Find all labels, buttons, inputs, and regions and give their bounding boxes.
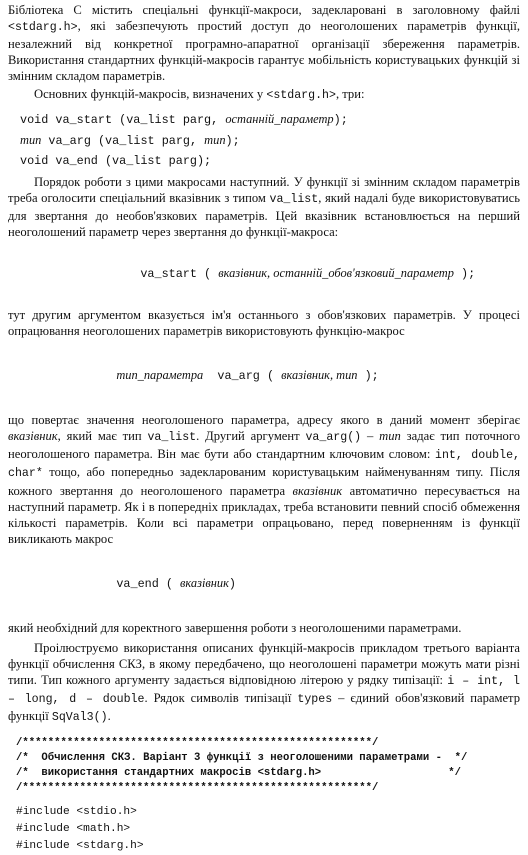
returns-text-4: – [361,429,380,444]
illustrate-type-codes: i – int, l – long, d – double [8,675,521,707]
macro-prototypes [8,109,520,171]
formula-va-arg-code: va_arg ( [203,369,282,384]
order-va-list: va_list [269,192,319,206]
second-arg-paragraph: тут другим аргументом вказується ім'я останнього з обов'язкових параметрів. У процесі опрацювання неоголошених параметрів використовують функцію-макрос [8,307,520,339]
prototype-va-start [8,109,520,130]
prototype-va-arg-code: va_arg (va_list parg, [41,133,205,148]
formula-va-arg-end: ); [357,369,379,384]
prototype-va-arg-type: тип [20,132,42,147]
intro-paragraph [8,0,520,84]
needed-paragraph: який необхідний для коректного завершення роботи з неоголошеними параметрами. [8,620,462,635]
order-text-1: Порядок роботи з цими макросами наступний. У функції зі змінним складом параметрів треба оголосити спеціальний вказівник з типом [8,174,520,205]
comment-line: /*******************************************************/ [16,782,379,795]
header-file: <stdarg.h> [8,21,78,35]
comment-line: /* використання стандартних макросів <stdarg.h> */ [16,767,462,780]
illustrate-text-2: . Рядок символів типізації [144,691,298,706]
illustrate-func: SqVal3() [51,711,108,725]
formula-va-start-code: va_start ( [140,266,219,281]
returns-pointer-2: вказівник [292,483,343,498]
formula-va-arg-args: вказівник, тип [281,368,358,383]
formula-va-end [8,547,520,620]
include-line: #include <stdio.h> [16,806,137,819]
main-macros-header: <stdarg.h> [266,89,336,103]
intro-rest: , які забезпечують простий доступ до неоголошених параметрів функції, незалежний від конкретної програмно-апаратної організації збереження параметрів. Використання стандартних функцій-макросів гарантує мобільність користувацьких функцій зі змінним складом параметрів. [8,19,520,84]
main-macros-suffix: , три: [335,87,365,102]
include-block [8,804,520,855]
prototype-va-end: void va_end (va_list parg); [20,153,212,168]
formula-va-end-end: ) [228,576,236,591]
order-text-2: , який надалі буде використовуватись для звертання до необов'язкових параметрів. Цей вказівник встановлюється на перший неоголошений параметр через звертання до функції-макроса: [8,190,520,239]
formula-va-end-code: va_end ( [116,576,181,591]
code-comment-block [8,736,520,796]
order-paragraph [8,174,520,240]
returns-text-2: , який має тип [57,429,148,444]
comment-line: /* Обчислення СКЗ. Варіант 3 функції з неоголошеними параметрами - */ [16,752,468,765]
prototype-va-arg-end: ); [225,133,240,148]
illustrate-paragraph [8,640,520,726]
returns-pointer: вказівник [8,429,58,444]
illustrate-text-3: – єдиний обов'язковий параметр функції [8,691,520,724]
prototype-va-start-end: ); [333,112,348,127]
include-line: #include <math.h> [16,823,131,836]
returns-type: тип [379,429,401,444]
comment-line: /*******************************************************/ [16,737,379,750]
returns-va-arg: va_arg() [305,431,362,445]
returns-paragraph [8,412,520,547]
formula-va-start [8,240,520,307]
include-line: #include <stdarg.h> [16,840,144,853]
main-macros-prefix: Основних функцій-макросів, визначених у [34,87,267,102]
returns-text-5: задає тип поточного неоголошеного параметра. Він має бути або стандартним ключовим словом: [8,429,521,462]
intro-line1: Бібліотека С містить спеціальні функції-макроси, задекларовані в заголовному файлі [8,3,520,17]
formula-va-start-end: ); [453,266,476,281]
prototype-va-arg [8,130,520,151]
returns-text-3: . Другий аргумент [196,429,306,444]
returns-va-list: va_list [147,431,197,445]
illustrate-text-4: . [107,709,111,724]
illustrate-text-1: Проілюструємо використання описаних функцій-макросів прикладом третього варіанта функції обчислення СКЗ, в якому передбачено, що неоголошені параметри можуть мати різні типи. Тип кожного аргументу задається відповідною літерою у рядку типізації: [8,640,520,688]
returns-text-7: автоматично пересувається на наступний параметр. Як і в попередніх прикладах, треба встановити певний спосіб обмеження кількості параметрів. Коли всі параметри опрацьовано, перед поверненням із функції викликають макрос [8,483,520,546]
returns-text-1: що повертає значення неоголошеного параметра, адресу якого в даний момент зберігає [8,413,520,428]
prototype-va-arg-param: тип [204,132,226,147]
illustrate-types: types [297,693,333,707]
formula-va-end-args: вказівник [180,575,229,590]
formula-va-arg [8,339,520,412]
prototype-va-start-code: void va_start (va_list parg, [20,112,226,127]
returns-keywords: int, double, char* [8,449,520,481]
formula-va-start-args: вказівник, останній_обов'язковий_параметр [218,265,454,280]
main-macros-paragraph [8,86,520,104]
prototype-va-start-param: останній_параметр [225,111,334,126]
formula-va-arg-type: тип_параметра [116,368,204,383]
returns-text-6: тощо, або попередньо задекларованим користувацьким найменуванням типу. Після кожного звертання до неоголошеного параметра [8,465,520,498]
